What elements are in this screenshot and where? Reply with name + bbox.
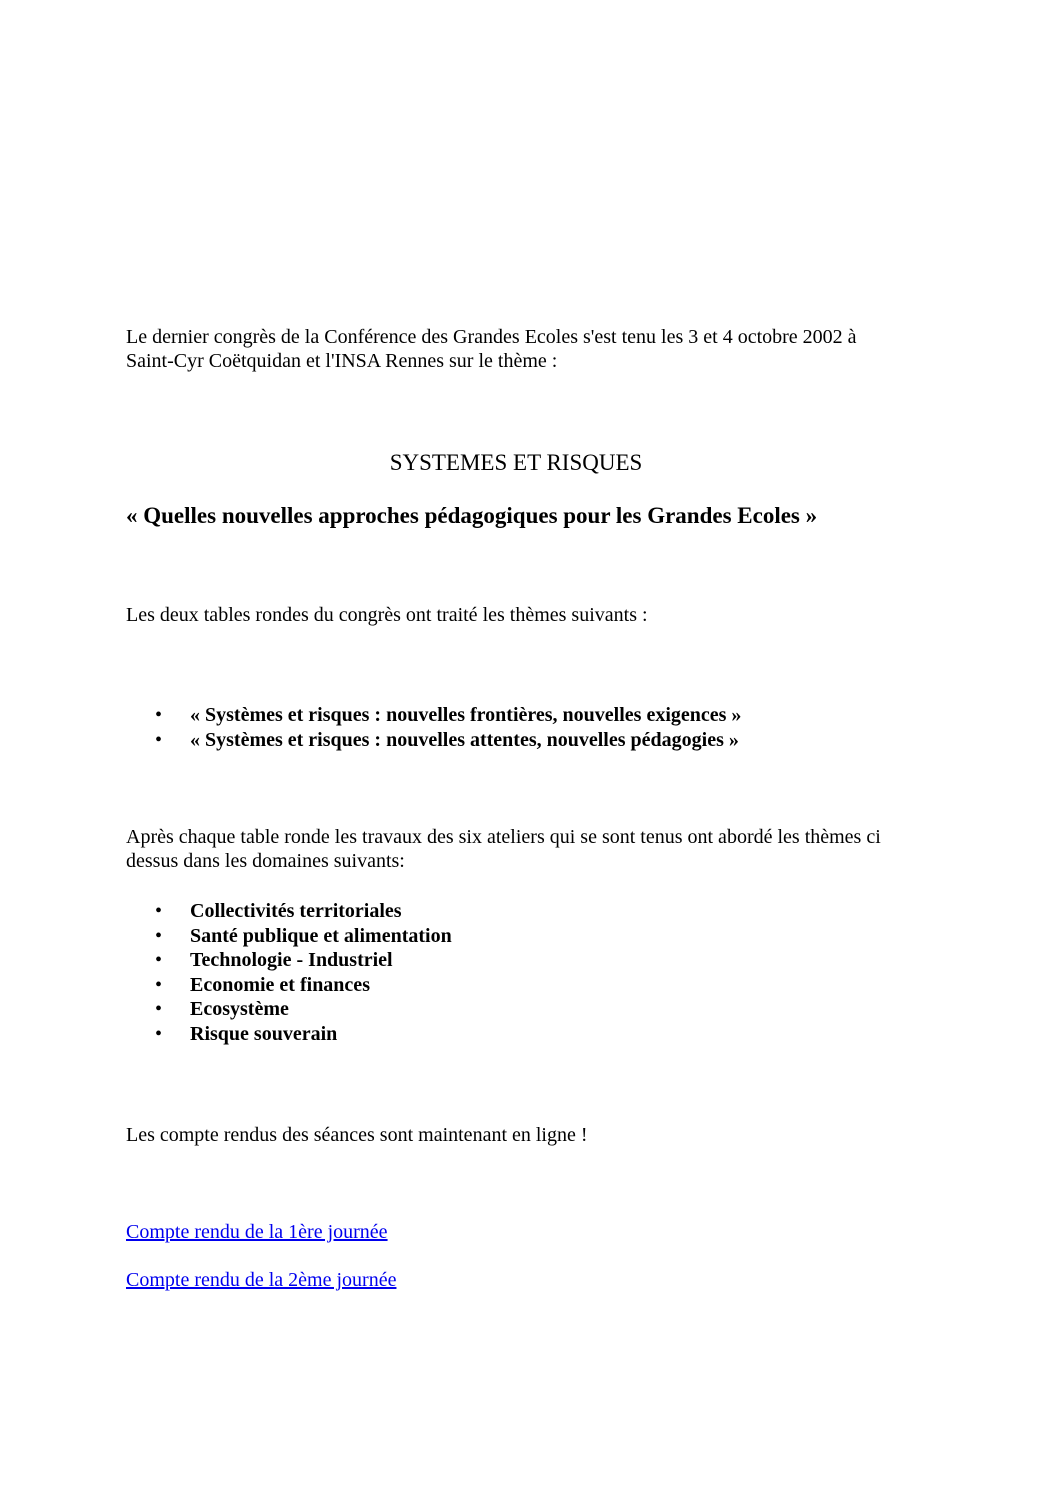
list-item (155, 924, 452, 949)
bullet-icon: • (155, 998, 163, 1020)
list-item (155, 703, 741, 728)
themes-intro-line-2: dessus dans les domaines suivants: (126, 850, 405, 872)
domain-label: Ecosystème (190, 998, 289, 1020)
list-item (155, 899, 452, 924)
tables-intro-paragraph: Les deux tables rondes du congrès ont traité les thèmes suivants : (126, 604, 648, 626)
bullet-icon: • (155, 900, 163, 922)
day1-report-link[interactable]: Compte rendu de la 1ère journée (126, 1221, 388, 1243)
bullet-icon: • (155, 704, 163, 726)
online-note-paragraph: Les compte rendus des séances sont maintenant en ligne ! (126, 1124, 588, 1146)
list-item (155, 1022, 452, 1047)
themes-intro-paragraph (126, 825, 946, 873)
bullet-icon: • (155, 924, 163, 947)
page-title: SYSTEMES ET RISQUES (389, 450, 643, 475)
domain-label: Collectivités territoriales (190, 900, 402, 922)
domains-list (155, 899, 452, 1046)
list-item (155, 973, 452, 998)
bullet-icon: • (155, 1022, 163, 1045)
intro-paragraph (126, 325, 946, 373)
round-table-title: « Systèmes et risques : nouvelles frontières, nouvelles exigences » (190, 704, 742, 726)
list-item (155, 728, 741, 753)
themes-intro-line-1: Après chaque table ronde les travaux des six ateliers qui se sont tenus ont abordé les thèmes ci (126, 826, 881, 848)
bullet-icon: • (155, 728, 163, 751)
list-item (155, 948, 452, 973)
intro-line-1: Le dernier congrès de la Conférence des Grandes Ecoles s'est tenu les 3 et 4 octobre 2002 à (126, 326, 857, 348)
day2-report-link[interactable]: Compte rendu de la 2ème journée (126, 1269, 397, 1291)
list-item (155, 997, 452, 1022)
round-table-title: « Systèmes et risques : nouvelles attentes, nouvelles pédagogies » (190, 728, 739, 751)
domain-label: Technologie - Industriel (190, 949, 393, 971)
bullet-icon: • (155, 973, 163, 996)
round-tables-list (155, 703, 741, 752)
bullet-icon: • (155, 949, 163, 971)
intro-line-2: Saint-Cyr Coëtquidan et l'INSA Rennes sur le thème : (126, 350, 558, 372)
page-subtitle: « Quelles nouvelles approches pédagogiques pour les Grandes Ecoles » (126, 503, 818, 528)
domain-label: Santé publique et alimentation (190, 924, 452, 947)
domain-label: Economie et finances (190, 973, 370, 996)
domain-label: Risque souverain (190, 1022, 338, 1045)
